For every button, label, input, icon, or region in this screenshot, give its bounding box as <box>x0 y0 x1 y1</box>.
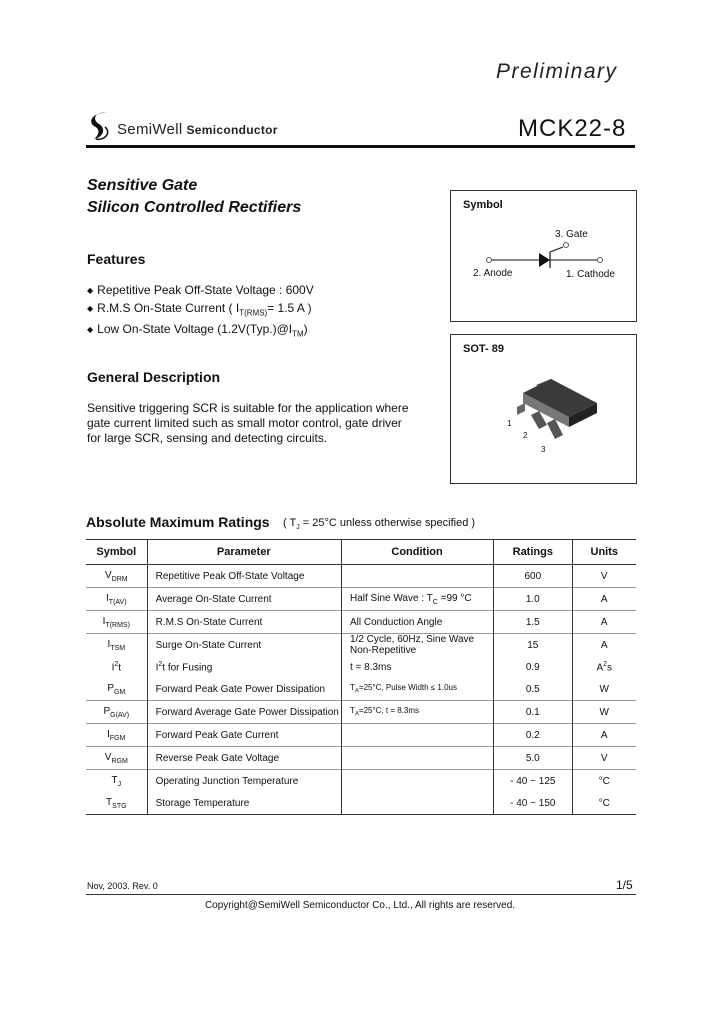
table-row: $T_{STG}$ Storage Temperature - 40 ~ 150 °C <box>86 792 636 815</box>
brand-name: SemiWell <box>117 121 183 138</box>
pin-2-label: 2 <box>523 431 528 440</box>
footer-copyright: Copyright@SemiWell Semiconductor Co., Ltd., All rights are reserved. <box>204 900 516 911</box>
footer-divider <box>86 894 636 895</box>
footer-date-rev: Nov, 2003. Rev. 0 <box>87 881 158 891</box>
title-line-2: Silicon Controlled Rectifiers <box>87 199 302 216</box>
sot89-package-icon <box>451 335 636 483</box>
table-row: $T_J$ Operating Junction Temperature - 40 ~ 125 °C <box>86 770 636 793</box>
ratings-heading: Absolute Maximum Ratings <box>86 514 270 530</box>
package-box-title: SOT- 89 <box>463 343 504 355</box>
package-box <box>450 334 637 484</box>
table-row: $I_{T(AV)}$ Average On-State Current Half Sine Wave : $T_C =99$ °C 1.0 A <box>86 588 636 611</box>
table-row: $I^2t$ $I^2t$ for Fusing t = 8.3ms 0.9 $A^2s$ <box>86 656 636 678</box>
feature-item: ◆ Low On-State Voltage $(1.2V(Typ.)@I_{TM})$ <box>87 321 314 342</box>
cathode-label: 1. Cathode <box>566 269 615 280</box>
ratings-table <box>86 539 636 815</box>
general-description-text: Sensitive triggering SCR is suitable for the application where gate current limited such as small motor control, gate driver for large SCR, sensing and detecting circuits. <box>87 401 409 445</box>
header-parameter: Parameter <box>147 540 341 565</box>
table-row: $P_{G(AV)}$ Forward Average Gate Power Dissipation $T_A=25^\circ C$, t = 8.3ms 0.1 W <box>86 701 636 724</box>
symbol-box-title: Symbol <box>463 199 503 211</box>
document-title <box>87 175 301 219</box>
scr-symbol-icon <box>451 191 636 321</box>
footer-page-number: 1/5 <box>616 878 633 892</box>
preliminary-label: Preliminary <box>496 60 618 83</box>
table-row: $I_{TSM}$ Surge On-State Current 1/2 Cycle, 60Hz, Sine Wave Non-Repetitive 15 A <box>86 634 636 657</box>
header-condition: Condition <box>341 540 493 565</box>
feature-item: ◆ R.M.S On-State Current ( $I_{T(RMS)}= 1.5$ A ) <box>87 300 314 321</box>
header-ratings: Ratings <box>494 540 572 565</box>
table-header-row <box>86 540 636 565</box>
symbol-box <box>450 190 637 322</box>
pin-3-label: 3 <box>541 445 546 454</box>
table-row: $I_{T(RMS)}$ R.M.S On-State Current All Conduction Angle 1.5 A <box>86 611 636 634</box>
features-list <box>87 282 314 343</box>
anode-label: 2. Anode <box>473 268 513 279</box>
feature-item: ◆ Repetitive Peak Off-State Voltage : 600V <box>87 282 314 300</box>
part-number: MCK22-8 <box>518 115 627 142</box>
title-line-1: Sensitive Gate <box>87 177 198 194</box>
table-row: $V_{DRM}$ Repetitive Peak Off-State Voltage 600 V <box>86 565 636 588</box>
brand <box>117 121 278 138</box>
pin-1-label: 1 <box>507 419 512 428</box>
header-symbol: Symbol <box>86 540 147 565</box>
table-row: $V_{RGM}$ Reverse Peak Gate Voltage 5.0 V <box>86 747 636 770</box>
brand-sub: Semiconductor <box>186 123 278 137</box>
general-description-heading: General Description <box>87 369 221 385</box>
header-units: Units <box>572 540 636 565</box>
table-row: $I_{FGM}$ Forward Peak Gate Current 0.2 A <box>86 724 636 747</box>
semiwell-logo-icon <box>88 110 114 142</box>
ratings-note: ( $T_J = 25^\circ C$ unless otherwise specified ) <box>283 517 476 532</box>
header-divider <box>86 145 635 148</box>
table-row: $P_{GM}$ Forward Peak Gate Power Dissipation $T_A=25^\circ C$, Pulse Width ≤ 1.0us 0.5 W <box>86 678 636 701</box>
gate-label: 3. Gate <box>555 229 588 240</box>
features-heading: Features <box>87 251 146 267</box>
